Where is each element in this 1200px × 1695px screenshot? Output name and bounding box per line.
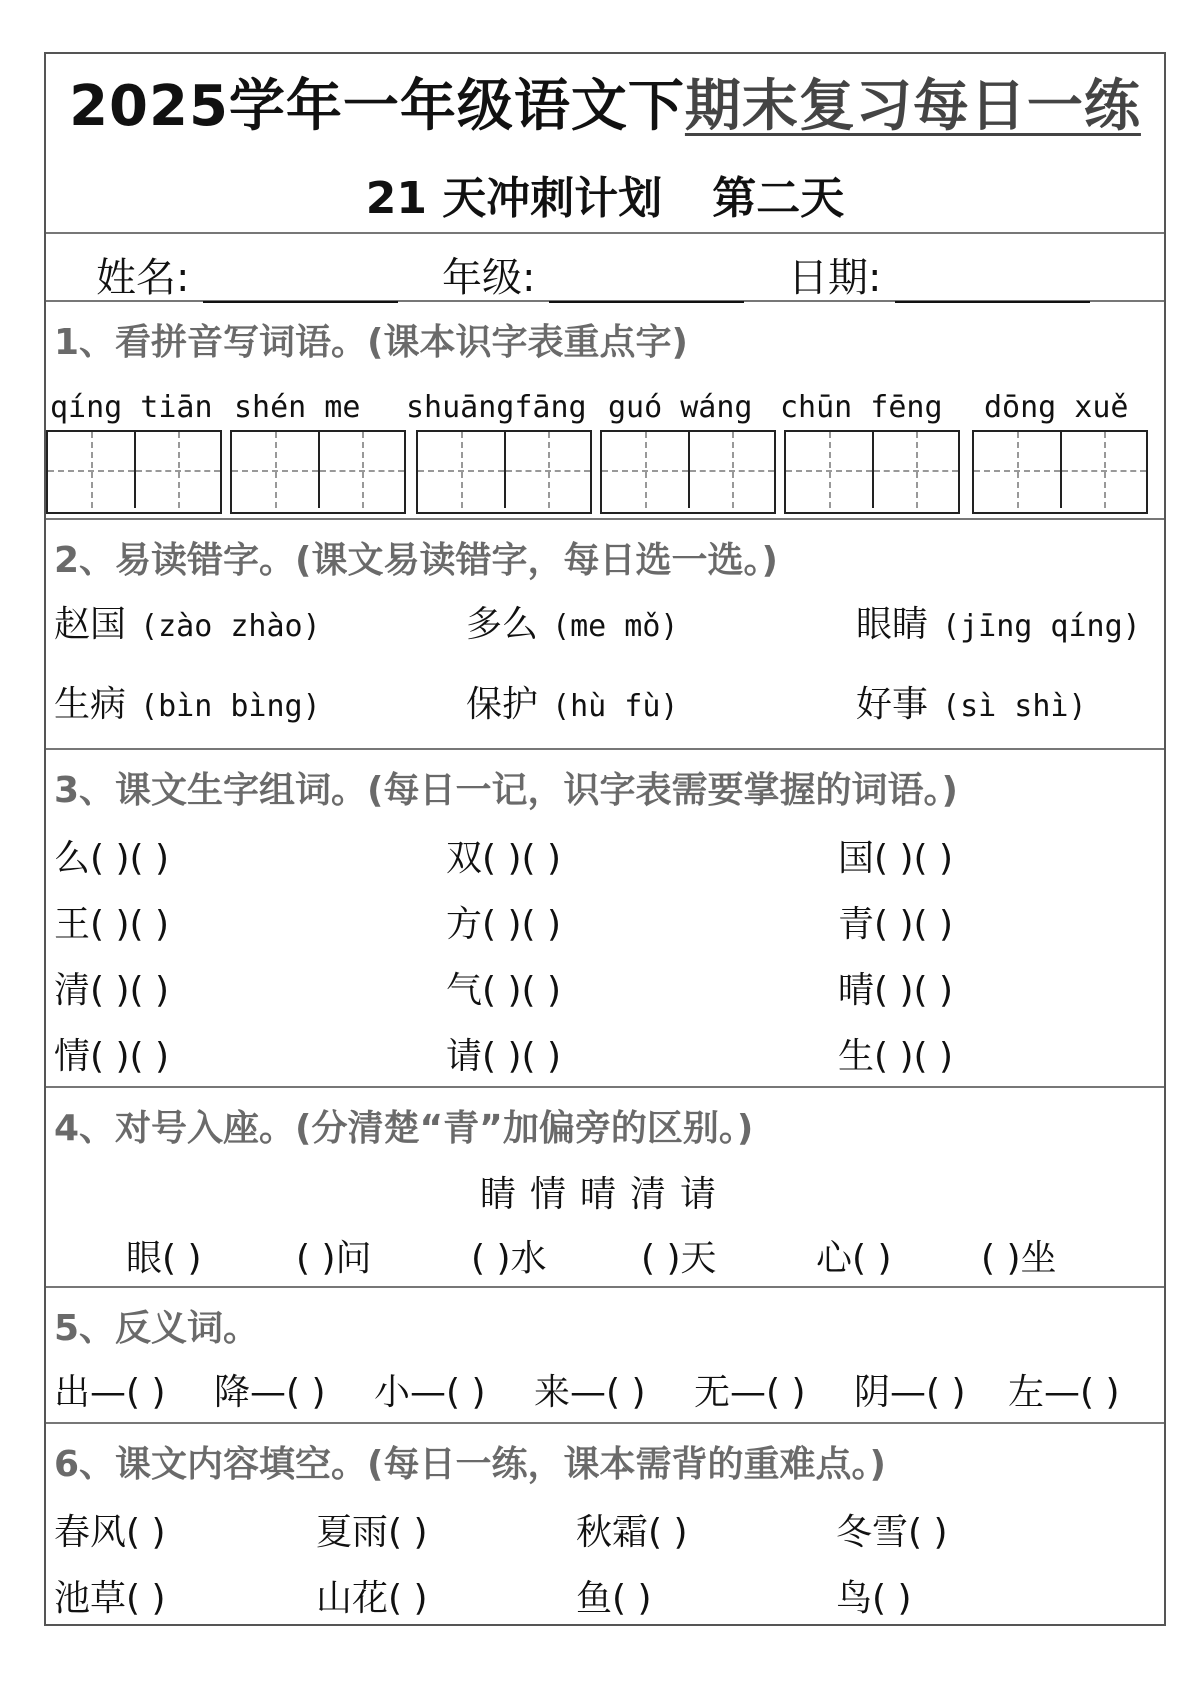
page-title: [46, 62, 1164, 142]
misread-item: 保护 (hù fù): [466, 684, 679, 725]
writing-grid: [600, 430, 776, 514]
section-3: [46, 750, 1164, 1088]
choice-characters: 睛情晴清请: [479, 1174, 730, 1215]
fill-slot: 眼( ): [126, 1238, 202, 1279]
date-field: [788, 246, 1090, 303]
content-fill-item: 春风( ): [54, 1512, 166, 1553]
pinyin-3: shuāngfāng: [406, 390, 587, 425]
antonym-item: 无—( ): [694, 1372, 806, 1413]
word-group-item: 生( )( ): [838, 1036, 954, 1077]
section-6-heading: 6、课文内容填空。(每日一练，课本需背的重难点。): [54, 1444, 886, 1485]
content-fill-item: 夏雨( ): [316, 1512, 428, 1553]
section-2-heading: 2、易读错字。(课文易读错字，每日选一选。): [54, 540, 778, 581]
section-4: [46, 1088, 1164, 1288]
name-label: 姓名:: [96, 255, 190, 301]
writing-cell[interactable]: [974, 432, 1060, 508]
fill-slot: ( )坐: [981, 1238, 1057, 1279]
writing-grid: [416, 430, 592, 514]
antonym-item: 阴—( ): [854, 1372, 966, 1413]
word-group-item: 王( )( ): [54, 904, 170, 945]
word-group-item: 方( )( ): [446, 904, 562, 945]
subtitle-plan: 21 天冲刺计划: [365, 173, 663, 224]
word-group-item: 么( )( ): [54, 838, 170, 879]
word-group-item: 请( )( ): [446, 1036, 562, 1077]
name-field: [96, 246, 398, 303]
antonym-item: 出—( ): [54, 1372, 166, 1413]
misread-item: 多么 (me mǒ): [466, 604, 679, 645]
section-1-heading: 1、看拼音写词语。(课本识字表重点字): [54, 322, 688, 363]
writing-cell[interactable]: [134, 432, 220, 508]
subtitle-day: 第二天: [712, 173, 845, 224]
fill-slot: ( )天: [641, 1238, 717, 1279]
pinyin-4: guó wáng: [608, 390, 753, 425]
section-5-heading: 5、反义词。: [54, 1308, 260, 1349]
antonym-item: 来—( ): [534, 1372, 646, 1413]
section-6: [46, 1424, 1164, 1624]
writing-cell[interactable]: [602, 432, 688, 508]
content-fill-item: 鸟( ): [836, 1578, 912, 1619]
grade-blank[interactable]: [549, 261, 744, 303]
grade-field: [442, 246, 744, 303]
fill-slot: ( )问: [296, 1238, 372, 1279]
writing-cell[interactable]: [232, 432, 318, 508]
writing-grid: [46, 430, 222, 514]
pinyin-6: dōng xuě: [984, 390, 1129, 425]
fill-slot: 心( ): [816, 1238, 892, 1279]
word-group-item: 清( )( ): [54, 970, 170, 1011]
fill-slot: ( )水: [471, 1238, 547, 1279]
section-4-heading: 4、对号入座。(分清楚“青”加偏旁的区别。): [54, 1108, 754, 1149]
content-fill-item: 池草( ): [54, 1578, 166, 1619]
word-group-item: 气( )( ): [446, 970, 562, 1011]
word-group-item: 晴( )( ): [838, 970, 954, 1011]
writing-grid: [230, 430, 406, 514]
misread-item: 生病 (bìn bìng): [54, 684, 321, 725]
worksheet: [44, 52, 1166, 1626]
title-block: [46, 54, 1164, 234]
pinyin-1: qíng tiān: [50, 390, 213, 425]
word-group-item: 青( )( ): [838, 904, 954, 945]
word-group-item: 双( )( ): [446, 838, 562, 879]
content-fill-item: 山花( ): [316, 1578, 428, 1619]
writing-cell[interactable]: [318, 432, 404, 508]
title-underlined: 期末复习每日一练: [684, 74, 1141, 139]
section-2: [46, 520, 1164, 750]
writing-cell[interactable]: [48, 432, 134, 508]
writing-grid: [784, 430, 960, 514]
content-fill-item: 鱼( ): [576, 1578, 652, 1619]
date-blank[interactable]: [895, 261, 1090, 303]
word-group-item: 国( )( ): [838, 838, 954, 879]
writing-cell[interactable]: [1060, 432, 1146, 508]
writing-cell[interactable]: [688, 432, 774, 508]
pinyin-5: chūn fēng: [780, 390, 943, 425]
antonym-item: 降—( ): [214, 1372, 326, 1413]
writing-cell[interactable]: [418, 432, 504, 508]
antonym-item: 左—( ): [1008, 1372, 1120, 1413]
section-1: [46, 302, 1164, 520]
misread-item: 眼睛 (jīng qíng): [856, 604, 1141, 645]
content-fill-item: 秋霜( ): [576, 1512, 688, 1553]
name-blank[interactable]: [203, 261, 398, 303]
page-subtitle: [46, 162, 1164, 226]
grade-label: 年级:: [442, 255, 536, 301]
writing-cell[interactable]: [786, 432, 872, 508]
misread-item: 好事 (sì shì): [856, 684, 1087, 725]
title-prefix: 2025学年一年级语文下: [69, 74, 685, 139]
antonym-item: 小—( ): [374, 1372, 486, 1413]
writing-grid: [972, 430, 1148, 514]
writing-cell[interactable]: [504, 432, 590, 508]
info-row: [46, 234, 1164, 302]
date-label: 日期:: [788, 255, 882, 301]
word-group-item: 情( )( ): [54, 1036, 170, 1077]
section-3-heading: 3、课文生字组词。(每日一记，识字表需要掌握的词语。): [54, 770, 958, 811]
section-5: [46, 1288, 1164, 1424]
misread-item: 赵国 (zào zhào): [54, 604, 321, 645]
writing-cell[interactable]: [872, 432, 958, 508]
content-fill-item: 冬雪( ): [836, 1512, 948, 1553]
pinyin-2: shén me: [234, 390, 361, 425]
